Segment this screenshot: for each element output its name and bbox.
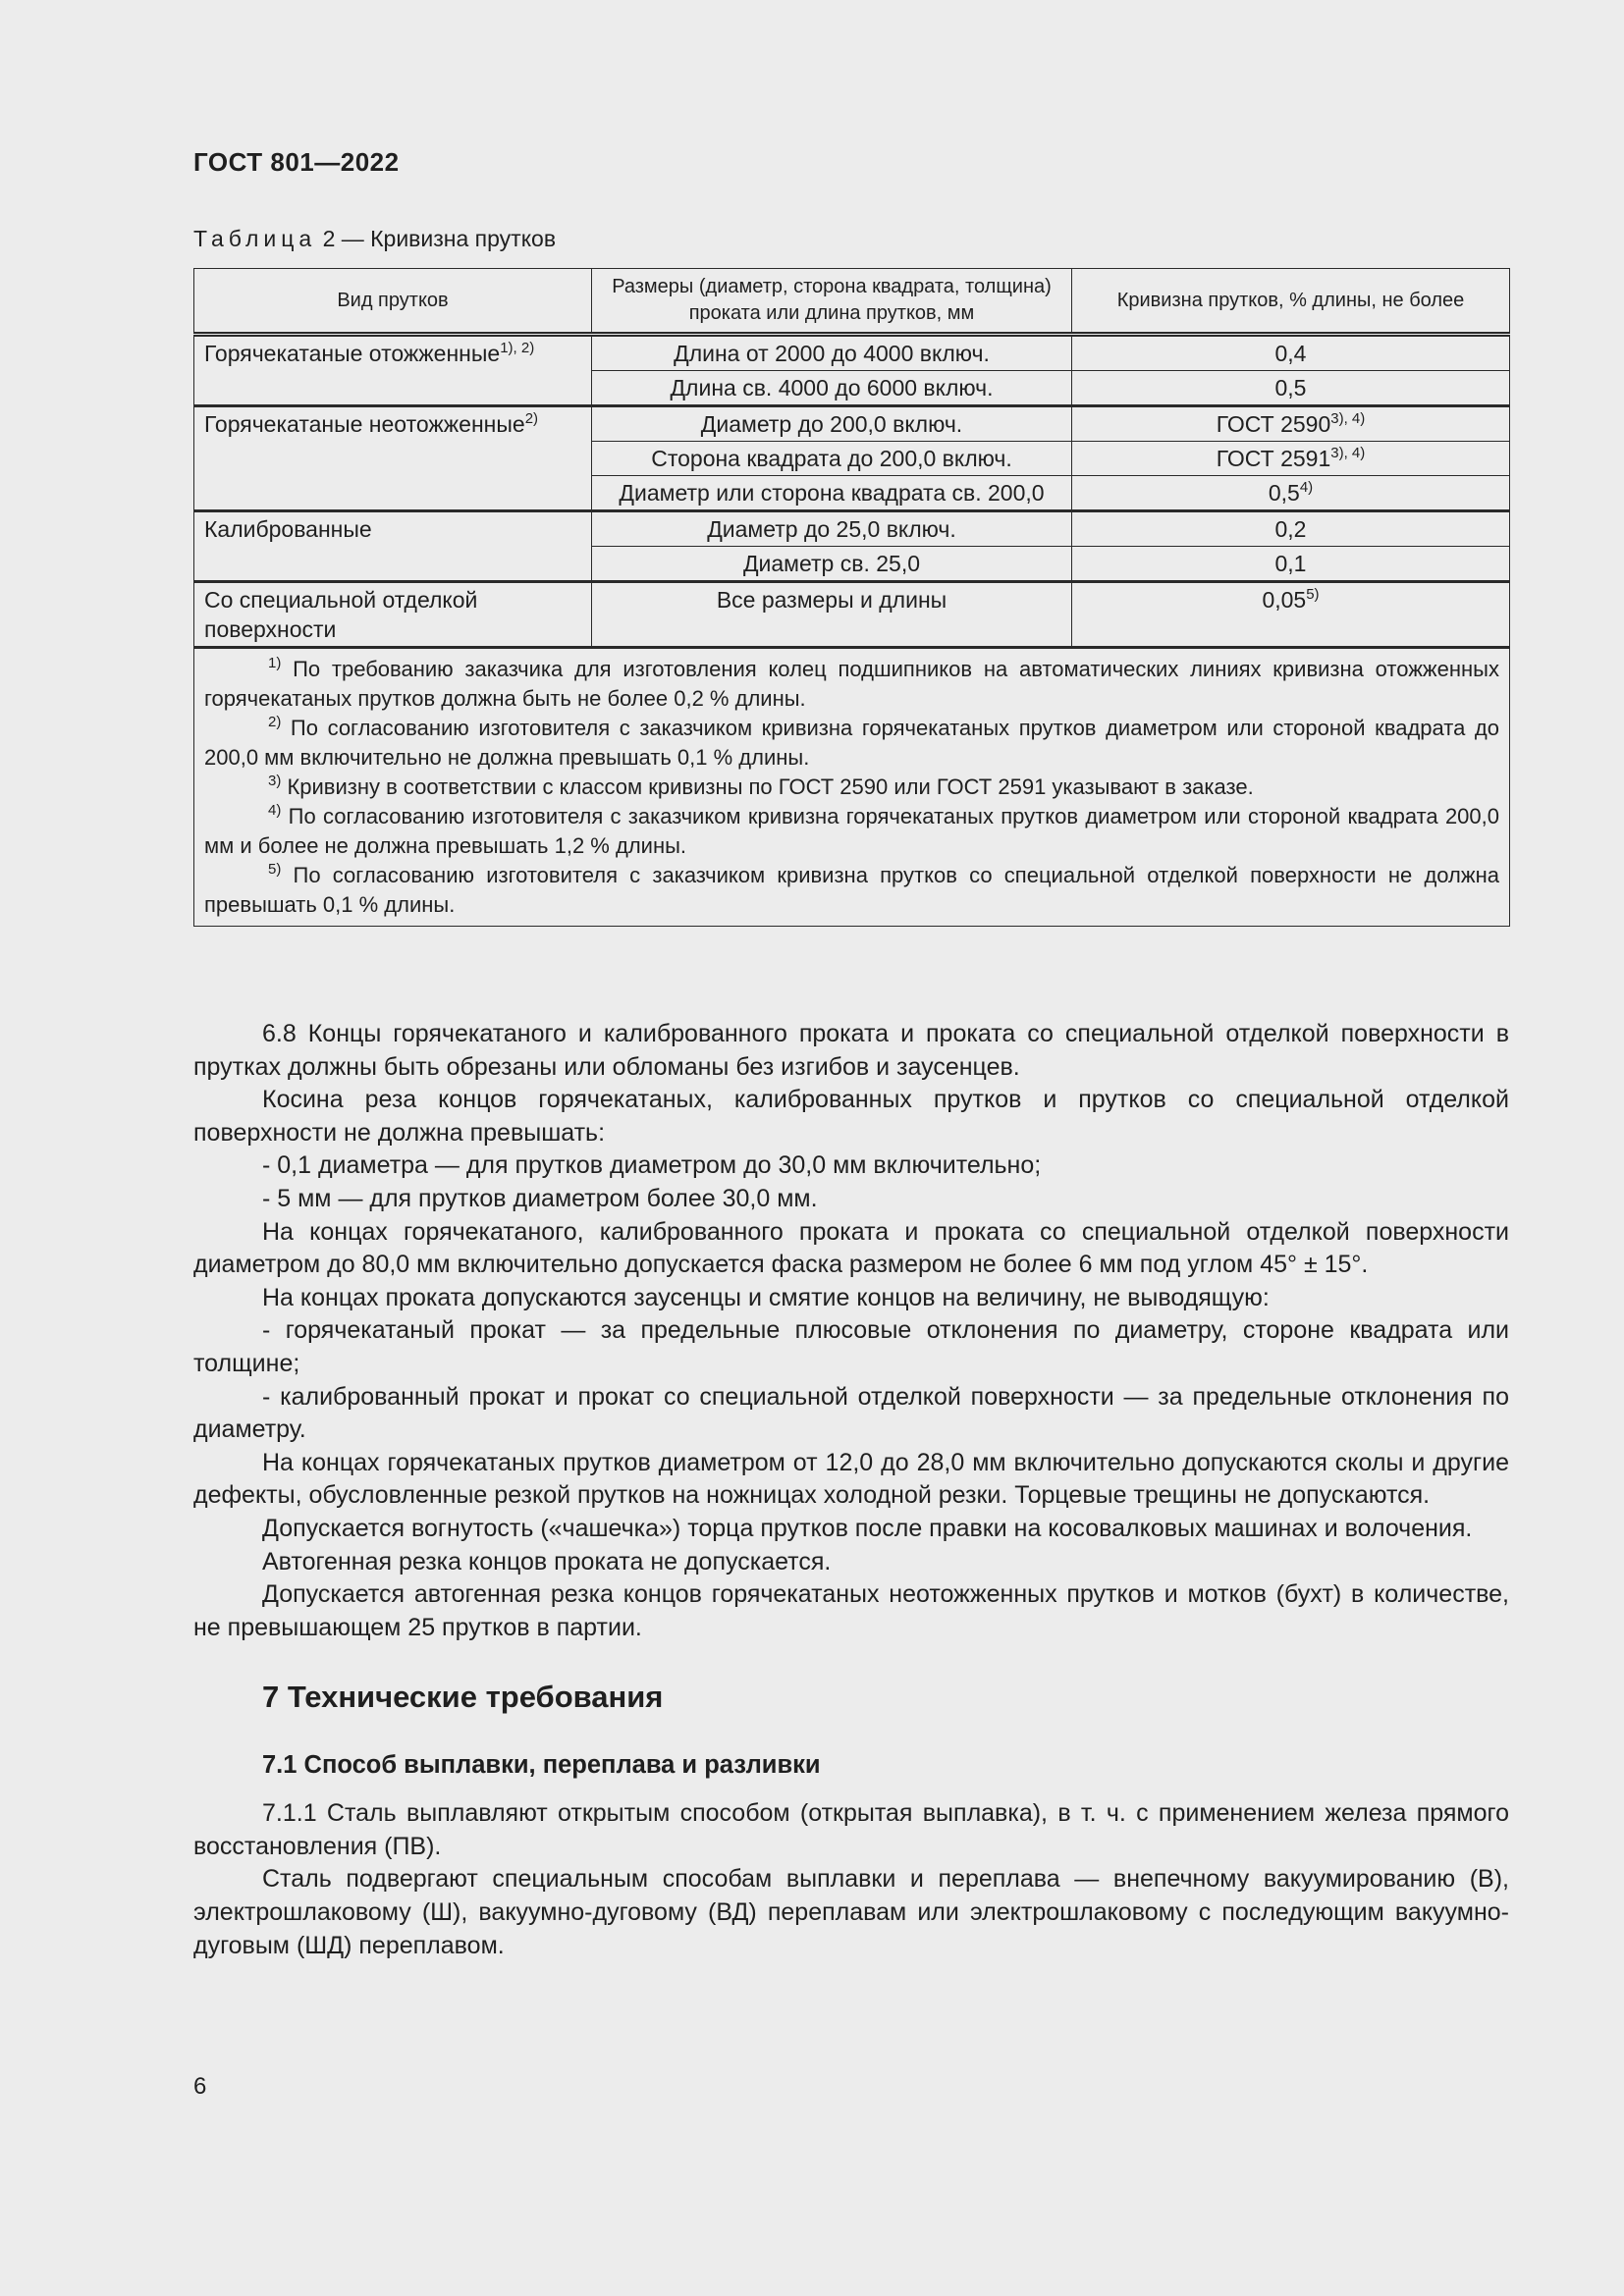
size-cell: Диаметр до 25,0 включ.	[592, 511, 1072, 547]
footnote-mark: 4)	[268, 802, 282, 819]
footnote	[204, 714, 1499, 773]
footnote-text: Кривизну в соответствии с классом кривизны по ГОСТ 2590 или ГОСТ 2591 указывают в заказе.	[281, 774, 1254, 799]
list-item: - калиброванный прокат и прокат со специальной отделкой поверхности — за предельные отклонения по диаметру.	[193, 1382, 1509, 1444]
curvature-cell	[1072, 442, 1510, 476]
paragraph: Автогенная резка концов проката не допускается.	[262, 1547, 832, 1575]
bar-type-cell	[194, 511, 592, 582]
list-item: - горячекатаный прокат — за предельные плюсовые отклонения по диаметру, стороне квадрата или толщине;	[193, 1316, 1509, 1377]
footnote-text: По согласованию изготовителя с заказчиком кривизна горячекатаных прутков диаметром или стороной квадрата 200,0 мм и более не должна превышать 1,2 % длины.	[204, 804, 1499, 858]
bar-type-cell	[194, 406, 592, 511]
footnote-ref: 3), 4)	[1330, 445, 1366, 461]
footnote-ref: 3), 4)	[1330, 410, 1366, 427]
table-caption-label: Таблица	[193, 226, 317, 251]
paragraph: 6.8 Концы горячекатаного и калиброванного проката и проката со специальной отделкой поверхности в прутках должны быть обрезаны или обломаны без изгибов и заусенцев.	[193, 1020, 1509, 1081]
list-item: - 0,1 диаметра — для прутков диаметром до 30,0 мм включительно;	[262, 1151, 1042, 1180]
table-row	[194, 335, 1510, 371]
bar-type: Горячекатаные неотожженные	[204, 411, 525, 437]
size-cell: Диаметр св. 25,0	[592, 547, 1072, 582]
footnote-ref: 1), 2)	[500, 340, 535, 356]
curvature-value: 0,5	[1268, 480, 1300, 506]
footnote	[204, 773, 1499, 802]
size-cell: Диаметр или сторона квадрата св. 200,0	[592, 476, 1072, 511]
table-caption-title: 2 — Кривизна прутков	[316, 226, 557, 251]
size-cell: Длина св. 4000 до 6000 включ.	[592, 371, 1072, 406]
curvature-cell	[1072, 582, 1510, 648]
footnote	[204, 655, 1499, 714]
footnote-mark: 5)	[268, 861, 282, 878]
footnote	[204, 861, 1499, 920]
page-number: 6	[193, 2073, 207, 2100]
curvature-cell	[1072, 547, 1510, 582]
section-heading: 7 Технические требования	[262, 1680, 664, 1715]
col-header-type: Вид прутков	[194, 269, 592, 335]
paragraph: На концах горячекатаных прутков диаметром от 12,0 до 28,0 мм включительно допускаются сколы и другие дефекты, обусловленные резкой прутков на ножницах холодной резки. Торцевые трещины не допускаются.	[193, 1448, 1509, 1510]
paragraph: Допускается автогенная резка концов горячекатаных неотожженных прутков и мотков (бухт) в количестве, не превышающем 25 прутков в партии.	[193, 1580, 1509, 1641]
table-row	[194, 406, 1510, 442]
bar-type-cell	[194, 582, 592, 648]
curvature-value: 0,05	[1262, 587, 1307, 613]
document-header: ГОСТ 801—2022	[193, 147, 400, 177]
footnote	[204, 802, 1499, 861]
paragraph: На концах горячекатаного, калиброванного проката и проката со специальной отделкой поверхности диаметром до 80,0 мм включительно допускается фаска размером не более 6 мм под углом 45° ± 15°.	[193, 1217, 1509, 1279]
curvature-cell	[1072, 335, 1510, 371]
bar-type: Калиброванные	[204, 516, 372, 542]
curvature-cell	[1072, 476, 1510, 511]
paragraph: 7.1.1 Сталь выплавляют открытым способом (открытая выплавка), в т. ч. с применением железа прямого восстановления (ПВ).	[193, 1799, 1509, 1860]
footnote-ref: 4)	[1299, 479, 1314, 496]
table-row	[194, 511, 1510, 547]
col-header-size: Размеры (диаметр, сторона квадрата, толщина) проката или длина прутков, мм	[592, 269, 1072, 335]
size-cell: Сторона квадрата до 200,0 включ.	[592, 442, 1072, 476]
footnote-text: По требованию заказчика для изготовления колец подшипников на автоматических линиях кривизна отожженных горячекатаных прутков должна быть не более 0,2 % длины.	[204, 657, 1499, 711]
footnote-mark: 1)	[268, 655, 282, 671]
curvature-value: 0,4	[1274, 341, 1307, 366]
size-cell: Диаметр до 200,0 включ.	[592, 406, 1072, 442]
bar-type: Со специальной отделкой поверхности	[204, 587, 478, 642]
curvature-value: 0,2	[1274, 516, 1307, 542]
table-caption	[193, 226, 556, 252]
paragraph: Сталь подвергают специальным способам выплавки и переплава — внепечному вакуумированию (В), электрошлаковому (Ш), вакуумно-дуговому (ВД) переплавам или электрошлаковому с последующим вакуумно-дуговым (ШД) переплавом.	[193, 1865, 1509, 1959]
curvature-cell	[1072, 511, 1510, 547]
curvature-cell	[1072, 406, 1510, 442]
subsection-heading: 7.1 Способ выплавки, переплава и разливки	[262, 1751, 821, 1780]
size-cell: Все размеры и длины	[592, 582, 1072, 648]
footnote-ref: 5)	[1306, 586, 1320, 603]
size-cell: Длина от 2000 до 4000 включ.	[592, 335, 1072, 371]
table-header-row	[194, 269, 1510, 335]
curvature-value: ГОСТ 2591	[1216, 446, 1331, 471]
paragraph: На концах проката допускаются заусенцы и смятие концов на величину, не выводящую:	[262, 1283, 1270, 1311]
curvature-value: 0,5	[1274, 375, 1307, 400]
footnote-text: По согласованию изготовителя с заказчиком кривизна прутков со специальной отделкой поверхности не должна превышать 0,1 % длины.	[204, 863, 1499, 917]
curvature-value: 0,1	[1274, 551, 1307, 576]
bar-type: Горячекатаные отожженные	[204, 341, 501, 366]
table-footnotes-row	[194, 648, 1510, 927]
table-footnotes	[194, 648, 1510, 927]
document-body	[193, 1018, 1509, 1962]
curvature-cell	[1072, 371, 1510, 406]
footnote-mark: 2)	[268, 714, 282, 730]
paragraph: Косина реза концов горячекатаных, калиброванных прутков и прутков со специальной отделкой поверхности не должна превышать:	[193, 1086, 1509, 1147]
curvature-table	[193, 268, 1510, 927]
list-item: - 5 мм — для прутков диаметром более 30,0 мм.	[262, 1184, 818, 1212]
bar-type-cell	[194, 335, 592, 406]
footnote-ref: 2)	[524, 410, 539, 427]
col-header-curvature: Кривизна прутков, % длины, не более	[1072, 269, 1510, 335]
paragraph: Допускается вогнутость («чашечка») торца прутков после правки на косовалковых машинах и волочения.	[262, 1514, 1473, 1542]
footnote-text: По согласованию изготовителя с заказчиком кривизна горячекатаных прутков диаметром или стороной квадрата до 200,0 мм включительно не должна превышать 0,1 % длины.	[204, 716, 1499, 770]
curvature-value: ГОСТ 2590	[1216, 411, 1331, 437]
table-row	[194, 582, 1510, 648]
footnote-mark: 3)	[268, 773, 282, 789]
